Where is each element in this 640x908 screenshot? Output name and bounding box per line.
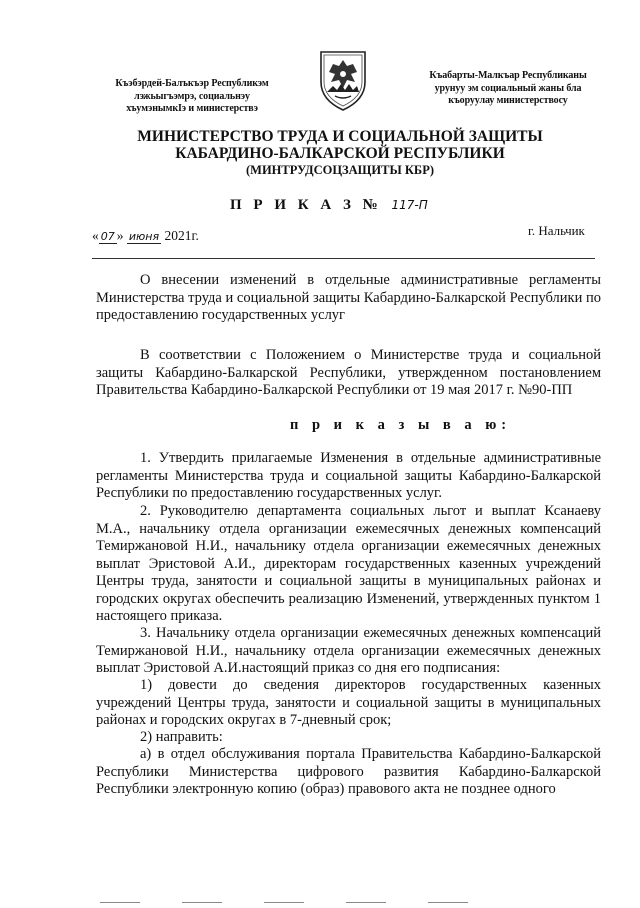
ministry-line2: КАБАРДИНО-БАЛКАРСКОЙ РЕСПУБЛИКИ <box>175 145 505 162</box>
order-subject: О внесении изменений в отдельные административные регламенты Министерства труда и социальной защиты Кабардино-Балкарской Республики по предоставлению государственных услуг <box>96 272 601 323</box>
order-item-1: 1. Утвердить прилагаемые Изменения в отдельные административные регламенты Министерства труда и социальной защиты Кабардино-Балкарской Республики по предоставлению государственных услуг. <box>96 450 601 501</box>
header-right-line: къоруулау министерствосу <box>448 95 568 106</box>
coat-of-arms-icon <box>315 48 371 112</box>
header-right-line: Къабарты-Малкъар Республиканы <box>429 70 587 81</box>
order-date <box>92 228 199 244</box>
ministry-title <box>120 128 560 178</box>
header-left-line: Къэбэрдей-Балъкъэр Республикэм <box>115 78 269 89</box>
order-number: 117-П <box>391 198 428 212</box>
header-left-line: лэжьыгъэмрэ, социальнэу <box>134 90 250 102</box>
date-close-quote: » <box>116 228 124 243</box>
header-divider <box>92 258 595 259</box>
header-right-line: урунуу эм социальный жаны бла <box>434 82 582 94</box>
ministry-abbrev: (МИНТРУДСОЦЗАЩИТЫ КБР) <box>246 163 434 177</box>
city-label: г. Нальчик <box>528 223 585 238</box>
header-left-org <box>82 78 302 116</box>
ministry-line1: МИНИСТЕРСТВО ТРУДА И СОЦИАЛЬНОЙ ЗАЩИТЫ <box>137 128 543 145</box>
date-open-quote: « <box>92 228 99 243</box>
legal-basis: В соответствии с Положением о Министерстве труда и социальной защиты Кабардино-Балкарской Республики, утвержденном постановлением Правительства Кабардино-Балкарской Республики от 19 мая 2017 г. №90-ПП <box>96 347 601 398</box>
date-month: июня <box>128 230 160 243</box>
orders-word: п р и к а з ы в а ю: <box>290 417 512 433</box>
scan-edge-marks <box>100 890 600 896</box>
order-subitem-a: а) в отдел обслуживания портала Правительства Кабардино-Балкарской Республики Министерства цифрового развития Кабардино-Балкарской Республики электронную копию (образ) правового акта не позднее одного <box>96 746 601 797</box>
order-title: П Р И К А З № <box>230 197 382 213</box>
header-right-org <box>398 70 618 108</box>
order-subitem-2: 2) направить: <box>140 729 223 745</box>
date-year: 2021г. <box>164 228 199 243</box>
order-item-2: 2. Руководителю департамента социальных льгот и выплат Ксанаеву М.А., начальнику отдела организации ежемесячных денежных компенсаций Темиржановой Н.И., начальнику отдела организации ежемесячных денежных выплат Эристовой А.И., директорам государственных казенных учреждений Центры труда, занятости и социальной защиты в муниципальных районах и городских округах обеспечить реализацию Изменений, утвержденных пунктом 1 настоящего приказа. <box>96 503 601 624</box>
order-item-3: 3. Начальнику отдела организации ежемесячных денежных компенсаций Темиржановой Н.И., начальнику отдела организации ежемесячных денежных выплат Эристовой А.И.настоящий приказ со дня его подписания: <box>96 625 601 676</box>
order-subitem-1: 1) довести до сведения директоров государственных казенных учреждений Центры труда, занятости и социальной защиты в муниципальных районах и городских округах в 7-дневный срок; <box>96 677 601 728</box>
order-heading <box>230 197 470 214</box>
date-day: 07 <box>100 230 115 243</box>
header-left-line: хъумэнымкIэ и министерствэ <box>126 103 258 114</box>
